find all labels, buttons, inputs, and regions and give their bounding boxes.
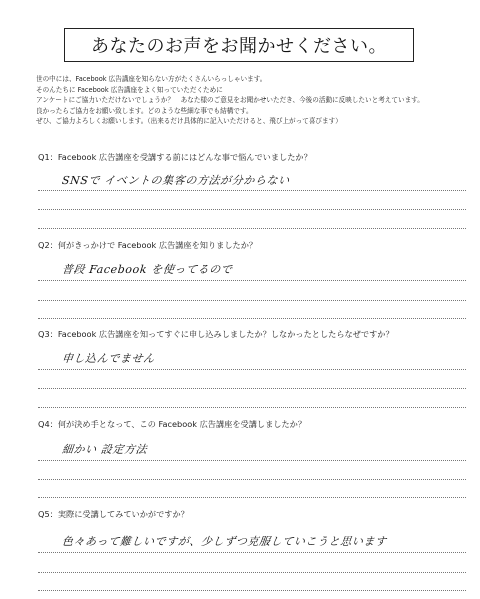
answer-line — [38, 479, 466, 480]
answer-line — [38, 190, 466, 191]
answer-line — [38, 209, 466, 210]
question-4-label: Q4：何が決め手となって、この Facebook 広告講座を受講しましたか？ — [38, 419, 307, 429]
page-title: あなたのお声をお聞かせください。 — [64, 28, 414, 62]
question-5-answer: 色々あって難しいですが、少しずつ克服していこうと思います — [61, 535, 388, 548]
question-3-label: Q3：Facebook 広告講座を知ってすぐに申し込みしましたか？しなかったとしたらなぜですか？ — [38, 329, 394, 339]
answer-line — [38, 460, 466, 461]
answer-line — [38, 369, 466, 370]
intro-line: 良かったらご協力をお願い致します。どのような些細な事でも結構です。 — [36, 106, 253, 115]
answer-line — [38, 300, 466, 301]
intro-line: アンケートにご協力いただけないでしょうか？ あなた様のご意見をお聞かせいただき、今後の活動に反映したいと考えています。 — [36, 96, 424, 105]
question-4-answer: 細かい 設定方法 — [61, 443, 148, 456]
question-2-answer: 普段 Facebook を使ってるので — [61, 263, 234, 276]
answer-line — [38, 407, 466, 408]
question-3-answer: 申し込んでません — [61, 352, 156, 365]
question-5-label: Q5：実際に受講してみていかがですか？ — [38, 509, 189, 519]
intro-line: ぜひ、ご協力よろしくお願いします。（出来るだけ具体的に記入いただけると、飛び上がって喜びます） — [36, 117, 342, 126]
answer-line — [38, 280, 466, 281]
question-1-label: Q1：Facebook 広告講座を受講する前にはどんな事で悩んでいましたか？ — [38, 152, 312, 162]
answer-line — [38, 318, 466, 319]
answer-line — [38, 388, 466, 389]
intro-line: そのんたちに Facebook 広告講座をよく知っていただくために — [36, 85, 223, 94]
intro-line: 世の中には、Facebook 広告講座を知らない方がたくさんいらっしゃいます。 — [36, 75, 267, 83]
answer-line — [38, 590, 466, 591]
question-1-answer: SNSで イベントの集客の方法が分からない — [61, 174, 291, 187]
answer-line — [38, 572, 466, 573]
answer-line — [38, 228, 466, 229]
question-2-label: Q2：何がきっかけで Facebook 広告講座を知りましたか？ — [38, 240, 258, 250]
answer-line — [38, 497, 466, 498]
answer-line — [38, 552, 466, 553]
intro-text — [36, 74, 466, 127]
